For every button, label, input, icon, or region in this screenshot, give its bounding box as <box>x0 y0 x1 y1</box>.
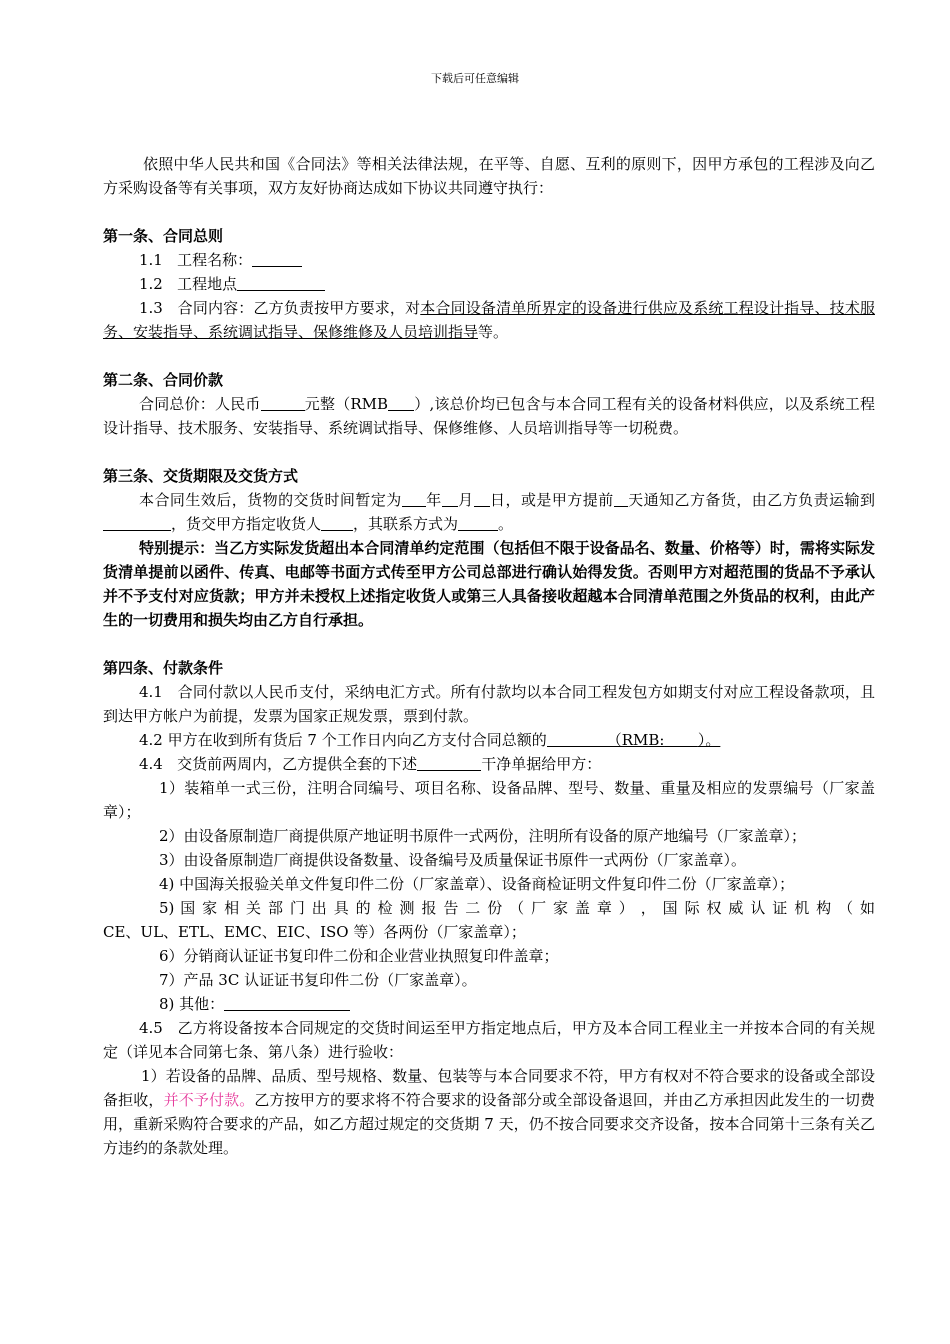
doc-item-6: 6）分销商认证证书复印件二份和企业营业执照复印件盖章； <box>159 947 559 965</box>
doc-item-2: 2）由设备原制造厂商提供原产地证明书原件一式两份，注明所有设备的原产地编号（厂家盖章）； <box>159 827 807 845</box>
pink-highlight-text: 并不予付款。 <box>163 1091 255 1109</box>
doc-item-5-cont: CE、UL、ETL、EMC、EIC、ISO 等）各两份（厂家盖章）； <box>103 923 526 941</box>
contract-document <box>103 152 875 1160</box>
clause-3-delivery: 本合同生效后，货物的交货时间暂定为 年 月 日，或是甲方提前 天通知乙方备货，由乙方负责运输到，货交甲方指定收货人 ，其联系方式为 。 <box>103 488 875 536</box>
doc-item-8: 8) 其他： <box>103 992 875 1016</box>
doc-item-7: 7）产品 3C 认证证书复印件二份（厂家盖章）。 <box>159 971 477 989</box>
clause-1-1: 1.1 工程名称： <box>103 248 875 272</box>
clause-1-3: 1.3 合同内容：乙方负责按甲方要求，对本合同设备清单所界定的设备进行供应及系统工程设计指导、技术服务、安装指导、系统调试指导、保修维修及人员培训指导等。 <box>103 299 875 341</box>
doc-item-4: 4) 中国海关报验关单文件复印件二份（厂家盖章）、设备商检证明文件复印件二份（厂家盖章）； <box>159 875 795 893</box>
intro-paragraph: 依照中华人民共和国《合同法》等相关法律法规，在平等、自愿、互利的原则下，因甲方承包的工程涉及向乙方采购设备等有关事项，双方友好协商达成如下协议共同遵守执行： <box>103 155 875 197</box>
clause-4-5-1: 1）若设备的品牌、品质、型号规格、数量、包装等与本合同要求不符，甲方有权对不符合要求的设备或全部设备拒收，并不予付款。乙方按甲方的要求将不符合要求的设备部分或全部设备退回，并由乙方承担因此发生的一切费用，重新采购符合要求的产品，如乙方超过规定的交货期 7 天，仍不按合同要求交齐设备，按本合同第十三条有关乙方违约的条款处理。 <box>103 1067 875 1157</box>
article-1-title: 第一条、合同总则 <box>103 227 224 245</box>
clause-4-4: 4.4 交货前两周内，乙方提供全套的下述 干净单据给甲方： <box>139 755 602 773</box>
special-notice: 特别提示：当乙方实际发货超出本合同清单约定范围（包括但不限于设备品名、数量、价格等）时，需将实际发货清单提前以函件、传真、电邮等书面方式传至甲方公司总部进行确认始得发货。否则甲方对超范围的货品不予承认并不予支付对应货款；甲方并未授权上述指定收货人或第三人具备接收超越本合同清单范围之外货品的权利，由此产生的一切费用和损失均由乙方自行承担。 <box>103 539 875 629</box>
article-4-title: 第四条、付款条件 <box>103 659 224 677</box>
clause-4-1: 4.1 合同付款以人民币支付，采纳电汇方式。所有付款均以本合同工程发包方如期支付对应工程设备款项，且到达甲方帐户为前提，发票为国家正规发票，票到付款。 <box>103 683 875 725</box>
page-header-note: 下载后可任意编辑 <box>431 72 519 85</box>
article-2-title: 第二条、合同价款 <box>103 371 224 389</box>
clause-4-2: 4.2 甲方在收到所有货后 7 个工作日内向乙方支付合同总额的 （RMB: ）。 <box>139 731 721 749</box>
article-3-title: 第三条、交货期限及交货方式 <box>103 467 299 485</box>
doc-item-1: 1）装箱单一式三份，注明合同编号、项目名称、设备品牌、型号、数量、重量及相应的发票编号（厂家盖章）； <box>103 779 875 821</box>
clause-1-2: 1.2 工程地点 <box>103 272 875 296</box>
doc-item-5: 5) 国 家 相 关 部 门 出 具 的 检 测 报 告 二 份 （ 厂 家 盖 章 ） ， 国 际 权 威 认 证 机 构 （ 如 <box>159 899 875 917</box>
doc-item-3: 3）由设备原制造厂商提供设备数量、设备编号及质量保证书原件一式两份（厂家盖章）。 <box>159 851 747 869</box>
clause-2-price: 合同总价：人民币 元整（RMB ）,该总价均已包含与本合同工程有关的设备材料供应，以及系统工程设计指导、技术服务、安装指导、系统调试指导、保修维修、人员培训指导等一切税费。 <box>103 395 875 437</box>
clause-4-5: 4.5 乙方将设备按本合同规定的交货时间运至甲方指定地点后，甲方及本合同工程业主一并按本合同的有关规定（详见本合同第七条、第八条）进行验收： <box>103 1019 875 1061</box>
